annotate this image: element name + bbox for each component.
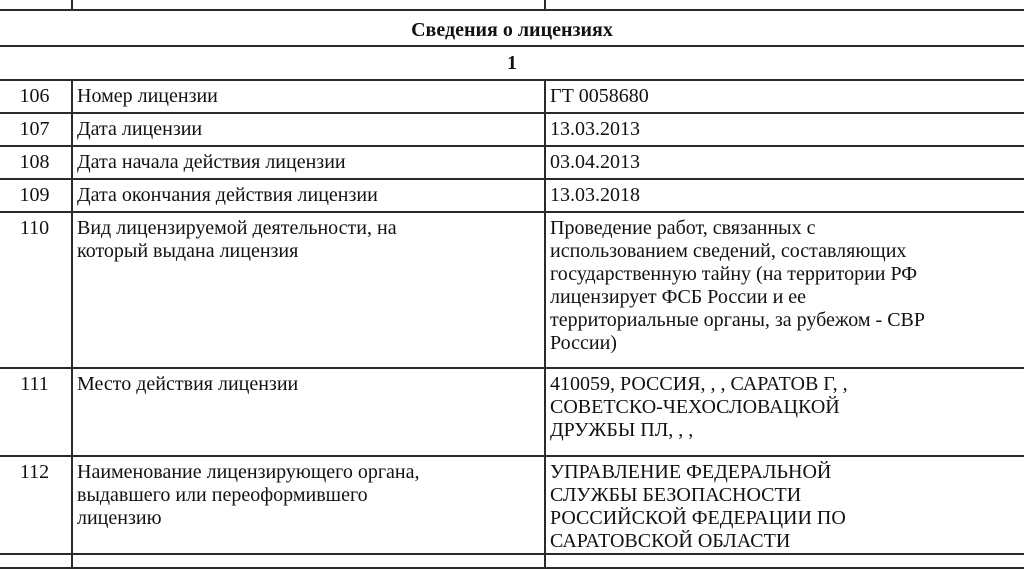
next-row-remnant — [0, 554, 1024, 568]
group-number: 1 — [0, 46, 1024, 80]
table-row — [0, 113, 1024, 146]
group-number-row — [0, 46, 1024, 80]
table-row — [0, 456, 1024, 554]
field-value: УПРАВЛЕНИЕ ФЕДЕРАЛЬНОЙ СЛУЖБЫ БЕЗОПАСНОСТИ РОССИЙСКОЙ ФЕДЕРАЦИИ ПО САРАТОВСКОЙ ОБЛАСТИ — [545, 456, 1024, 554]
previous-row-remnant — [0, 0, 1024, 10]
field-value: 13.03.2013 — [545, 113, 1024, 146]
row-number: 111 — [0, 368, 72, 456]
field-name: Дата лицензии — [72, 113, 545, 146]
previous-row-num-cell — [0, 0, 72, 10]
table-row — [0, 179, 1024, 212]
table-row — [0, 212, 1024, 368]
field-name: Наименование лицензирующего органа, выдавшего или переоформившего лицензию — [72, 456, 545, 554]
field-value: Проведение работ, связанных с использованием сведений, составляющих государственную тайну (на территории РФ лицензирует ФСБ России и ее территориальные органы, за рубежом - СВР России) — [545, 212, 1024, 368]
row-number: 108 — [0, 146, 72, 179]
row-number: 109 — [0, 179, 72, 212]
previous-row-value-cell — [545, 0, 1024, 10]
field-value: 410059, РОССИЯ, , , САРАТОВ Г, , СОВЕТСКО-ЧЕХОСЛОВАЦКОЙ ДРУЖБЫ ПЛ, , , — [545, 368, 1024, 456]
field-value: 13.03.2018 — [545, 179, 1024, 212]
field-value: ГТ 0058680 — [545, 80, 1024, 113]
field-name: Номер лицензии — [72, 80, 545, 113]
section-title: Сведения о лицензиях — [0, 10, 1024, 46]
table-row — [0, 368, 1024, 456]
next-row-name-cell — [72, 554, 545, 568]
field-value: 03.04.2013 — [545, 146, 1024, 179]
previous-row-name-cell — [72, 0, 545, 10]
next-row-value-cell — [545, 554, 1024, 568]
field-name: Дата окончания действия лицензии — [72, 179, 545, 212]
next-row-num-cell — [0, 554, 72, 568]
field-name: Вид лицензируемой деятельности, на который выдана лицензия — [72, 212, 545, 368]
row-number: 112 — [0, 456, 72, 554]
row-number: 110 — [0, 212, 72, 368]
table-row — [0, 146, 1024, 179]
section-header-row — [0, 10, 1024, 46]
field-name: Дата начала действия лицензии — [72, 146, 545, 179]
table-row — [0, 80, 1024, 113]
row-number: 107 — [0, 113, 72, 146]
field-name: Место действия лицензии — [72, 368, 545, 456]
row-number: 106 — [0, 80, 72, 113]
